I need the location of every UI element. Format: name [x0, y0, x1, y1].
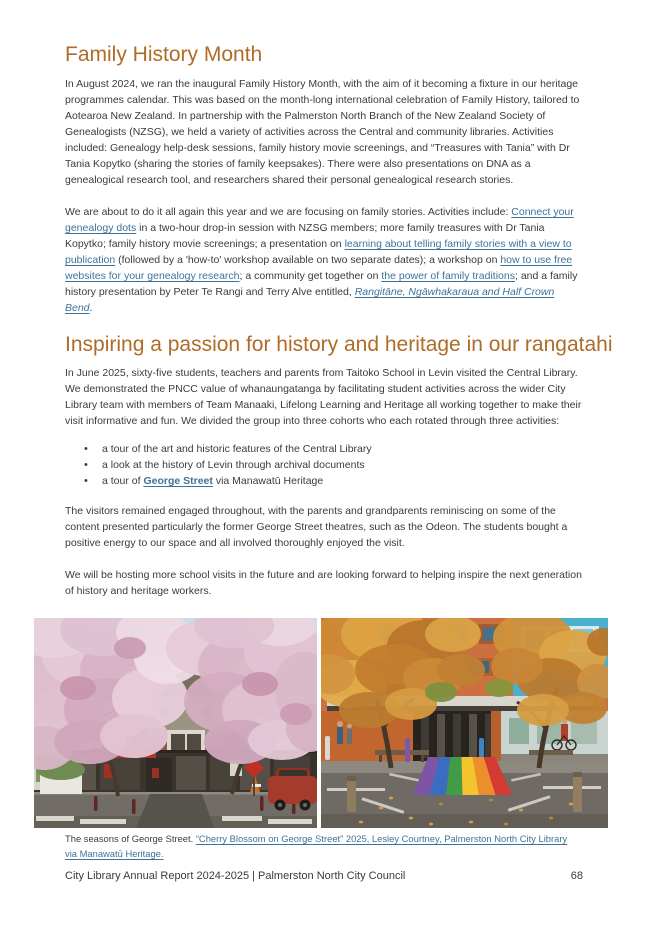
- text-link[interactable]: Rangitāne, Ngāwhakaraua and Half Crown Bend: [65, 286, 555, 314]
- figure-caption: [65, 832, 577, 861]
- section-title-inspiring-passion: Inspiring a passion for history and heritage in our rangatahi: [65, 333, 613, 356]
- footer-text: City Library Annual Report 2024-2025 | Palmerston North City Council: [65, 870, 406, 882]
- text-link[interactable]: how to use free websites for your genealogy research: [65, 254, 573, 282]
- text-link[interactable]: learning about telling family stories with a view to publication: [65, 238, 572, 266]
- text-run: a tour of the art and historic features of the Central Library: [102, 443, 372, 455]
- photo-cherry-blossom-george-street: [34, 618, 317, 828]
- photo-rainbow-crossing-library: [321, 618, 608, 828]
- text-run: ; and a family history presentation by Peter Te Rangi and Terry Alve entitled,: [65, 270, 578, 298]
- text-run: We are about to do it all again this year and we are focusing on family stories. Activities include:: [65, 206, 512, 218]
- list-item-tour-central-library: [65, 441, 583, 457]
- text-link[interactable]: the power of family traditions: [381, 270, 515, 282]
- paragraph-family-history-activities: [65, 204, 583, 316]
- page-number: 68: [570, 870, 583, 882]
- section-title-family-history-month: Family History Month: [65, 43, 263, 66]
- text-link[interactable]: George Street: [143, 475, 213, 487]
- page-footer: [65, 870, 583, 882]
- text-run: (followed by a 'how-to' workshop available on two separate dates); a workshop on: [115, 254, 501, 266]
- text-region: [65, 42, 613, 615]
- text-run: a tour of: [102, 475, 144, 487]
- text-run: The seasons of George Street.: [65, 833, 196, 844]
- text-run: in a two-hour drop-in session with NZSG members; more family treasures with Dr Tania Kopytko; family history movie screenings; a presentation on: [65, 222, 545, 250]
- activities-list: [65, 441, 583, 489]
- figure-photos: [34, 618, 608, 828]
- list-item-tour-george-street: [65, 473, 583, 489]
- text-link[interactable]: Connect your genealogy dots: [65, 206, 574, 234]
- text-run: a look at the history of Levin through archival documents: [102, 459, 365, 471]
- text-link[interactable]: “Cherry Blossom on George Street” 2025, Lesley Courtney, Palmerston North City Library via Manawatū Heritage.: [65, 833, 568, 859]
- text-run: .: [89, 302, 93, 314]
- paragraph-school-visit-intro: In June 2025, sixty-five students, teachers and parents from Taitoko School in Levin visited the Central Library. We demonstrated the PNCC value of whanaungatanga by facilitating student activities across the wider City Library team with members of Team Manaaki, Lifelong Learning and Heritage all working together to make their visit informative and fun. We divided the group into three cohorts who each rotated through three activities:: [65, 367, 582, 427]
- text-run: via Manawatū Heritage: [212, 475, 324, 487]
- text-run: ; a community get together on: [239, 270, 382, 282]
- list-item-history-of-levin: [65, 457, 583, 473]
- paragraph-future-visits: We will be hosting more school visits in the future and are looking forward to helping inspire the next generation of history and heritage workers.: [65, 569, 582, 597]
- rainbow-crossing: [413, 757, 512, 795]
- paragraph-visitors-engaged: The visitors remained engaged throughout, with the parents and grandparents reminiscing on some of the content presented particularly the former George Street theatres, such as the Odeon. The students bought a positive energy to our space and all involved thoroughly enjoyed the visit.: [65, 505, 568, 549]
- paragraph-family-history-intro: In August 2024, we ran the inaugural Family History Month, with the aim of it becoming a fixture in our heritage programmes calendar. This was based on the month-long international celebration of Family History, tailored to Aotearoa New Zealand. In partnership with the Palmerston North Branch of the New Zealand Society of Genealogists (NZSG), we held a variety of activities across the Central and community libraries. Activities included: Genealogy help-desk sessions, family history movie screenings, and “Treasures with Tania” with Dr Tania Kopytko (sharing the stories of family keepsakes). There were also presentations on DNA as a genealogical research tool, and researchers shared their personal genealogical research stories.: [65, 78, 580, 186]
